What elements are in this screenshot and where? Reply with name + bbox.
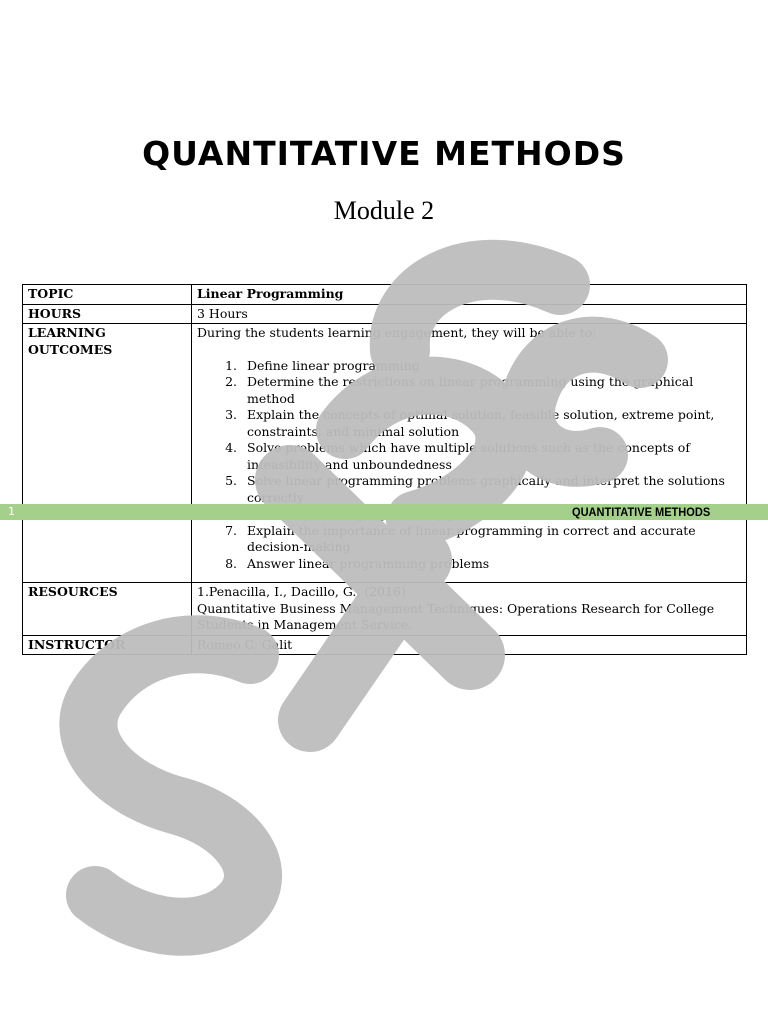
resources-line1: 1.Penacilla, I., Dacillo, G., (2016) — [197, 584, 406, 599]
topic-value: Linear Programming — [192, 285, 747, 305]
list-item: 1. Define linear programming — [241, 358, 741, 375]
list-item: 7. Explain the importance of linear programming in correct and accurate decision-making — [241, 523, 741, 556]
outcomes-intro: During the students learning engagement, they will be able to: — [197, 325, 597, 340]
page-title: QUANTITATIVE METHODS — [142, 134, 626, 173]
outcomes-content — [192, 324, 747, 583]
page-header-band — [0, 504, 768, 520]
table-row-hours — [23, 304, 747, 324]
instructor-label: INSTRUCTOR — [23, 635, 192, 655]
running-header-title: QUANTITATIVE METHODS — [572, 505, 711, 519]
module-info-table — [22, 284, 747, 655]
instructor-value: Romeo C. Galit — [192, 635, 747, 655]
hours-value: 3 Hours — [192, 304, 747, 324]
table-row-resources — [23, 583, 747, 636]
resources-line2: Quantitative Business Management Techniques: Operations Research for College Students in Management Service. — [197, 600, 715, 632]
module-subtitle: Module 2 — [333, 196, 435, 225]
table-row-topic — [23, 285, 747, 305]
outcomes-label-line2: OUTCOMES — [28, 341, 113, 357]
list-item: 8. Answer linear programming problems — [241, 556, 741, 573]
outcomes-label — [23, 324, 192, 583]
list-item: 3. Explain the concepts of optimal solution, feasible solution, extreme point, constraints, and minimal solution — [241, 407, 741, 440]
outcomes-list — [197, 358, 741, 573]
list-item: 2. Determine the restrictions on linear programming using the graphical method — [241, 374, 741, 407]
table-row-instructor — [23, 635, 747, 655]
list-item: 5. Solve linear programming problems graphically and interpret the solutions correctly — [241, 473, 741, 506]
table-row-outcomes — [23, 324, 747, 583]
hours-label: HOURS — [23, 304, 192, 324]
page-number: 1 — [8, 505, 15, 518]
list-item: 4. Solve problems which have multiple solutions such as the concepts of infeasibility and unboundedness — [241, 440, 741, 473]
resources-content — [192, 583, 747, 636]
topic-label: TOPIC — [23, 285, 192, 305]
outcomes-label-line1: LEARNING — [28, 325, 106, 340]
resources-label: RESOURCES — [23, 583, 192, 636]
